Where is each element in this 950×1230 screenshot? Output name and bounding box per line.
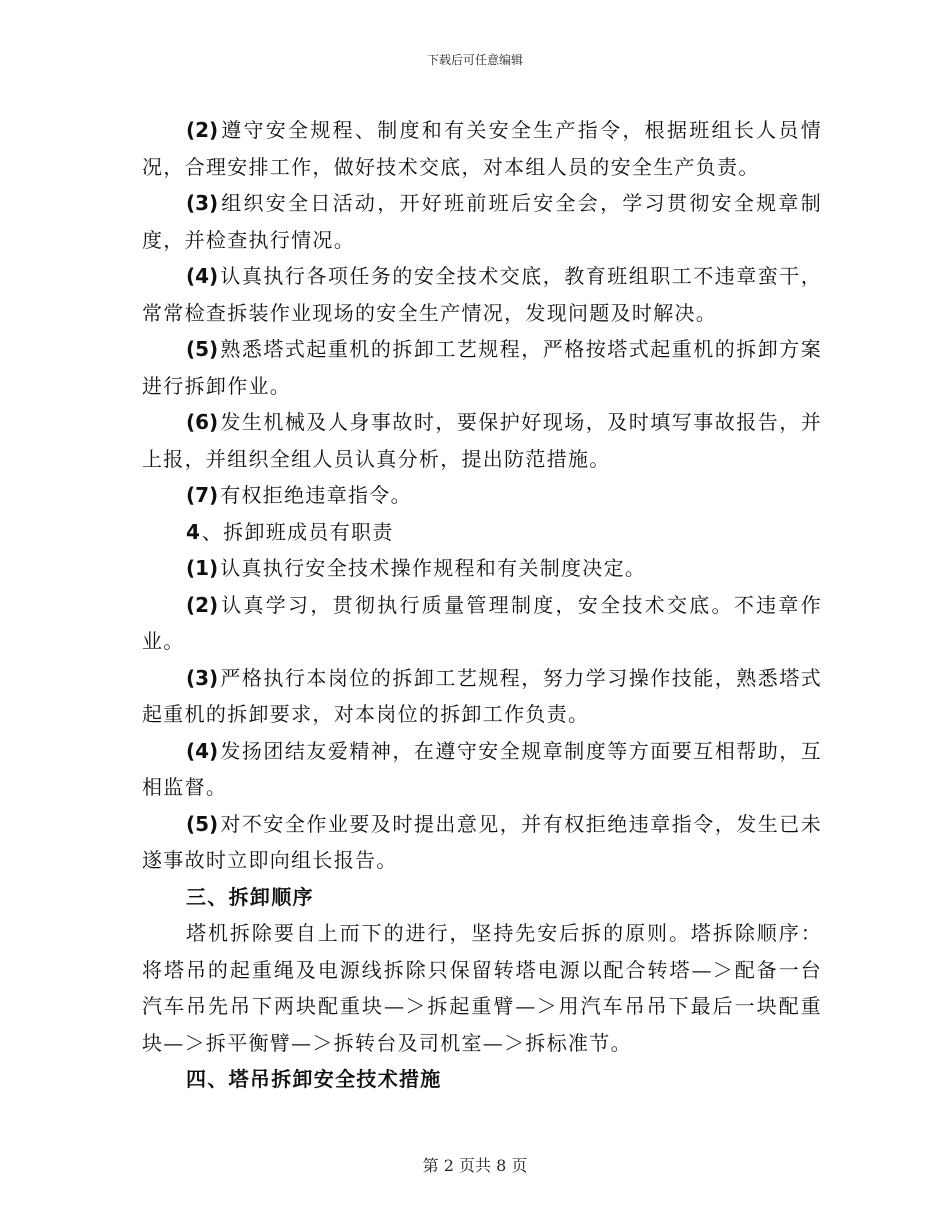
item-text: 对不安全作业要及时提出意见，并有权拒绝违章指令，发生已未遂事故时立即向组长报告。 [142,811,822,872]
duty-item [142,660,822,733]
subsection-title [142,514,822,551]
item-number: (3) [186,191,219,215]
subsection-number: 4 [186,519,200,544]
item-text: 发扬团结友爱精神，在遵守安全规章制度等方面要互相帮助，互相监督。 [142,738,822,799]
duty-item [142,806,822,879]
duty-item [142,404,822,477]
item-number: (4) [186,738,219,763]
item-text: 认真执行安全技术操作规程和有关制度决定。 [220,556,647,580]
item-number: (2) [186,118,219,142]
item-number: (5) [186,337,219,361]
item-number: (6) [186,410,219,434]
item-text: 认真学习，贯彻执行质量管理制度，安全技术交底。不违章作业。 [142,592,822,653]
duty-item [142,112,822,185]
document-body [142,112,822,1098]
subsection-text: 、拆卸班成员有职责 [201,519,394,544]
item-text: 有权拒绝违章指令。 [220,483,412,507]
item-number: (3) [186,665,219,690]
duty-item [142,331,822,404]
duty-item [142,587,822,660]
page-footer: 第 2 页共 8 页 [422,1156,528,1175]
duty-item [142,185,822,258]
page-header: 下载后可任意编辑 [426,53,523,67]
item-text: 严格执行本岗位的拆卸工艺规程，努力学习操作技能，熟悉塔式起重机的拆卸要求，对本岗位的拆卸工作负责。 [142,665,822,726]
item-number: (4) [186,264,219,288]
item-number: (7) [186,483,219,507]
item-number: (1) [186,556,219,580]
section-heading: 三、拆卸顺序 [186,884,314,909]
item-text: 熟悉塔式起重机的拆卸工艺规程，严格按塔式起重机的拆卸方案进行拆卸作业。 [142,337,822,398]
section-heading: 四、塔吊拆卸安全技术措施 [186,1067,442,1091]
item-text: 发生机械及人身事故时，要保护好现场，及时填写事故报告，并上报，并组织全组人员认真分析，提出防范措施。 [142,410,822,471]
item-text: 认真执行各项任务的安全技术交底，教育班组职工不违章蛮干，常常检查拆装作业现场的安全生产情况，发现问题及时解决。 [142,264,822,325]
item-number: (2) [186,592,219,617]
duty-item [142,258,822,331]
item-number: (5) [186,811,219,836]
duty-item [142,477,822,514]
duty-item [142,733,822,806]
item-text: 组织安全日活动，开好班前班后安全会，学习贯彻安全规章制度，并检查执行情况。 [142,191,822,252]
section-body: 塔机拆除要自上而下的进行，坚持先安后拆的原则。塔拆除顺序：将塔吊的起重绳及电源线拆除只保留转塔电源以配合转塔—＞配备一台汽车吊先吊下两块配重块—＞拆起重臂—＞用汽车吊吊下最后一块配重块—＞拆平衡臂—＞拆转台及司机室—＞拆标准节。 [142,921,822,1055]
item-text: 遵守安全规程、制度和有关安全生产指令，根据班组长人员情况，合理安排工作，做好技术交底，对本组人员的安全生产负责。 [142,118,822,179]
duty-item [142,550,822,587]
